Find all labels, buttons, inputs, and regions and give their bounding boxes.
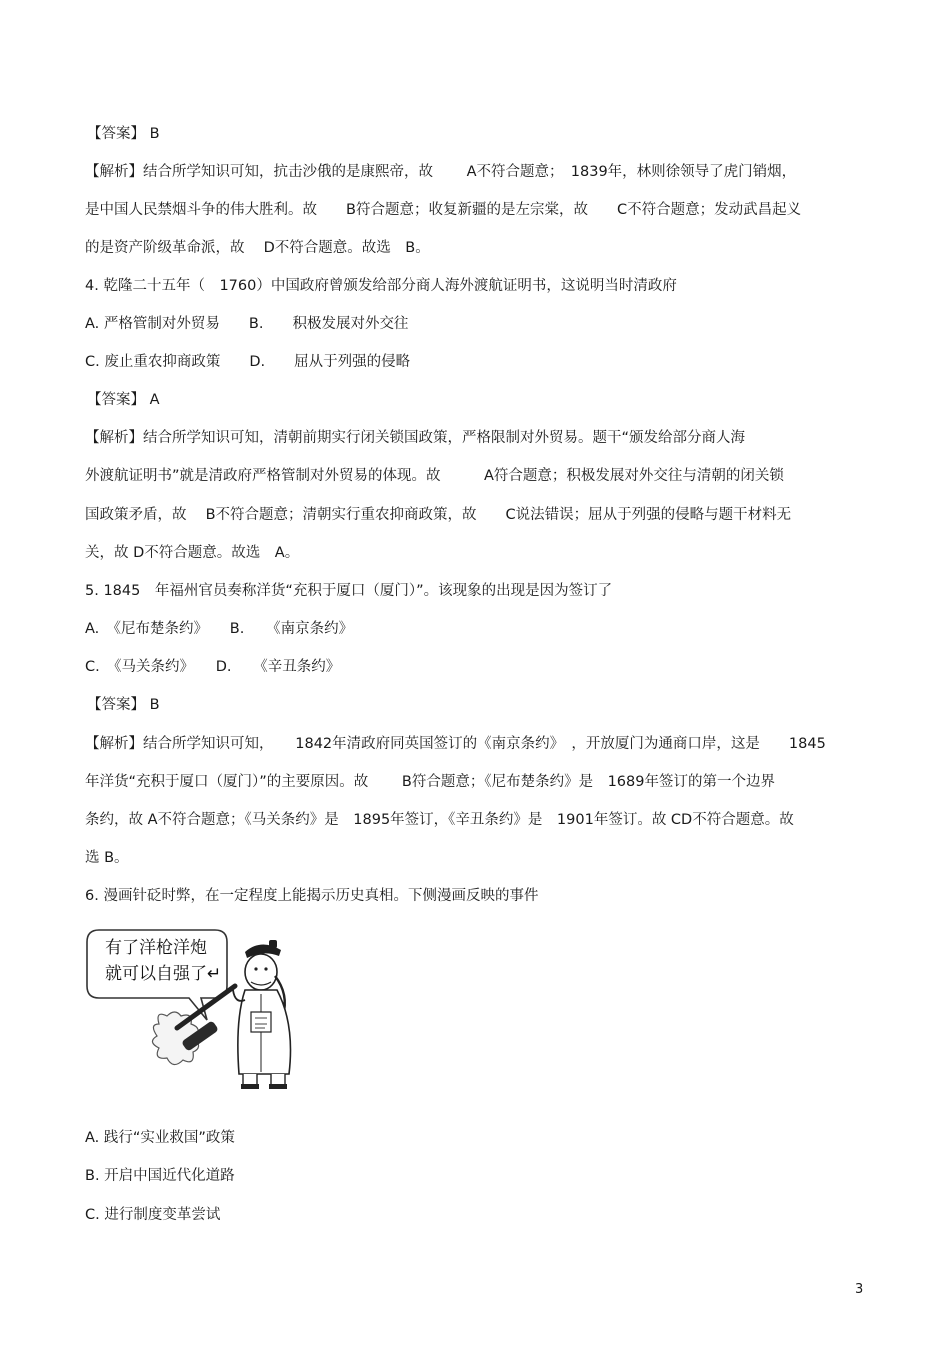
cartoon-illustration — [85, 924, 330, 1104]
page-number: 3 — [855, 1282, 864, 1297]
question-5: 5. 1845 年福州官员奏称洋货“充积于厦口（厦门）”。该现象的出现是因为签订了 — [85, 583, 613, 599]
answer-label-q4: 【答案】 A — [87, 392, 160, 408]
analysis-q3-line2: 是中国人民禁烟斗争的伟大胜利。故 B符合题意；收复新疆的是左宗棠，故 C不符合题意；发动武昌起义 — [85, 202, 802, 218]
analysis-q4-line2: 外渡航证明书”就是清政府严格管制对外贸易的体现。故 A符合题意；积极发展对外交往与清朝的闭关锁 — [85, 468, 784, 484]
analysis-q5-line2: 年洋货“充积于厦口（厦门）”的主要原因。故 B符合题意；《尼布楚条约》是 1689年签订的第一个边界 — [85, 774, 775, 790]
question-5-options-cd: C. 《马关条约》 D. 《辛丑条约》 — [85, 659, 341, 675]
analysis-q3-line1: 【解析】结合所学知识可知，抗击沙俄的是康熙帝，故 A不符合题意； 1839年，林则徐领导了虎门销烟， — [85, 164, 797, 180]
question-6: 6. 漫画针砭时弊，在一定程度上能揭示历史真相。下侧漫画反映的事件 — [85, 888, 539, 904]
analysis-q4-line3: 国政策矛盾，故 B不符合题意；清朝实行重农抑商政策，故 C说法错误；屈从于列强的侵略与题干材料无 — [85, 507, 792, 523]
question-5-options-ab: A. 《尼布楚条约》 B. 《南京条约》 — [85, 621, 354, 637]
question-6-option-c: C. 进行制度变革尝试 — [85, 1207, 221, 1223]
answer-label-q3: 【答案】 B — [87, 126, 160, 142]
question-6-option-a: A. 践行“实业救国”政策 — [85, 1130, 235, 1146]
analysis-q5-line3: 条约，故 A不符合题意；《马关条约》是 1895年签订，《辛丑条约》是 1901年签订。故 CD不符合题意。故 — [85, 812, 794, 828]
bubble-text-line1: 有了洋枪洋炮 — [105, 938, 207, 958]
bubble-text-line2: 就可以自强了↵ — [105, 964, 222, 984]
analysis-q5-line4: 选 B。 — [85, 850, 129, 866]
question-6-option-b: B. 开启中国近代化道路 — [85, 1168, 235, 1184]
analysis-q4-line4: 关，故 D不符合题意。故选 A。 — [85, 545, 300, 561]
analysis-q4-line1: 【解析】结合所学知识可知，清朝前期实行闭关锁国政策，严格限制对外贸易。题干“颁发给部分商人海 — [85, 430, 746, 446]
analysis-q3-line3: 的是资产阶级革命派，故 D不符合题意。故选 B。 — [85, 240, 430, 256]
question-4-options-cd: C. 废止重农抑商政策 D. 屈从于列强的侵略 — [85, 354, 411, 370]
question-4: 4. 乾隆二十五年（ 1760）中国政府曾颁发给部分商人海外渡航证明书，这说明当时清政府 — [85, 278, 677, 294]
analysis-q5-line1: 【解析】结合所学知识可知， 1842年清政府同英国签订的《南京条约》 ，开放厦门为通商口岸，这是 1845 — [85, 736, 826, 752]
question-4-options-ab: A. 严格管制对外贸易 B. 积极发展对外交往 — [85, 316, 409, 332]
answer-label-q5: 【答案】 B — [87, 697, 160, 713]
